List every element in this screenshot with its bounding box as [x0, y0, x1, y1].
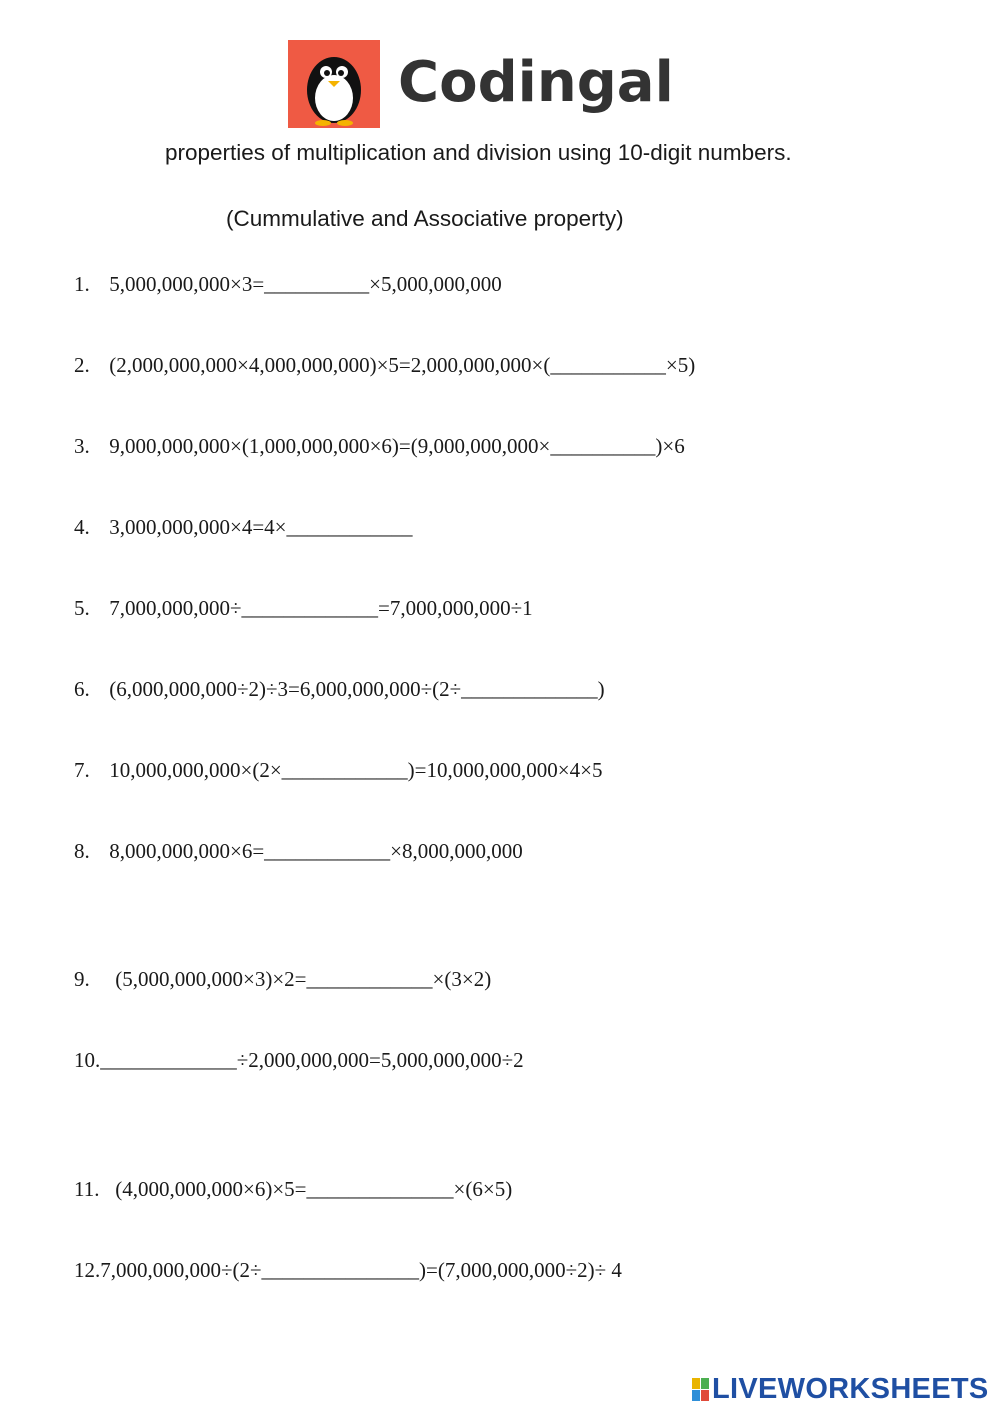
question-1 — [74, 272, 502, 297]
question-text: (5,000,000,000×3)×2=____________×(3×2) — [115, 967, 492, 991]
question-text: (6,000,000,000÷2)÷3=6,000,000,000÷(2÷_____________) — [109, 677, 605, 701]
question-4 — [74, 515, 413, 540]
question-text: (2,000,000,000×4,000,000,000)×5=2,000,000,000×(___________×5) — [109, 353, 696, 377]
question-text: 3,000,000,000×4=4×____________ — [109, 515, 413, 539]
question-number: 7. — [74, 758, 90, 782]
penguin-icon — [288, 40, 380, 128]
question-12 — [74, 1258, 622, 1283]
question-2 — [74, 353, 695, 378]
question-9 — [74, 967, 491, 992]
liveworksheets-wordmark: LIVEWORKSHEETS — [712, 1373, 989, 1405]
question-number: 3. — [74, 434, 90, 458]
question-8 — [74, 839, 523, 864]
question-number: 9. — [74, 967, 90, 991]
question-7 — [74, 758, 602, 783]
question-6 — [74, 677, 605, 702]
question-number: 11. — [74, 1177, 100, 1201]
question-number: 4. — [74, 515, 90, 539]
question-text: 10,000,000,000×(2×____________)=10,000,000,000×4×5 — [109, 758, 603, 782]
question-number: 1. — [74, 272, 90, 296]
codingal-logo — [288, 40, 674, 128]
question-number: 5. — [74, 596, 90, 620]
question-3 — [74, 434, 685, 459]
question-text: 9,000,000,000×(1,000,000,000×6)=(9,000,000,000×__________)×6 — [109, 434, 685, 458]
worksheet-subtitle: (Cummulative and Associative property) — [226, 206, 624, 231]
question-number: 12. — [74, 1258, 101, 1282]
question-text: 5,000,000,000×3=__________×5,000,000,000 — [109, 272, 502, 296]
question-number: 8. — [74, 839, 90, 863]
question-10 — [74, 1048, 524, 1073]
question-text: _____________÷2,000,000,000=5,000,000,000÷2 — [100, 1048, 524, 1072]
question-5 — [74, 596, 533, 621]
question-number: 10. — [74, 1048, 101, 1072]
question-11 — [74, 1177, 512, 1202]
question-number: 2. — [74, 353, 90, 377]
question-text: (4,000,000,000×6)×5=______________×(6×5) — [115, 1177, 513, 1201]
question-number: 6. — [74, 677, 90, 701]
worksheet-title: properties of multiplication and division using 10-digit numbers. — [165, 140, 792, 165]
liveworksheets-icon — [690, 1377, 712, 1403]
question-text: 7,000,000,000÷(2÷_______________)=(7,000,000,000÷2)÷ 4 — [100, 1258, 622, 1282]
question-text: 8,000,000,000×6=____________×8,000,000,000 — [109, 839, 523, 863]
brand-name: Codingal — [398, 50, 674, 115]
question-text: 7,000,000,000÷_____________=7,000,000,000÷1 — [109, 596, 533, 620]
